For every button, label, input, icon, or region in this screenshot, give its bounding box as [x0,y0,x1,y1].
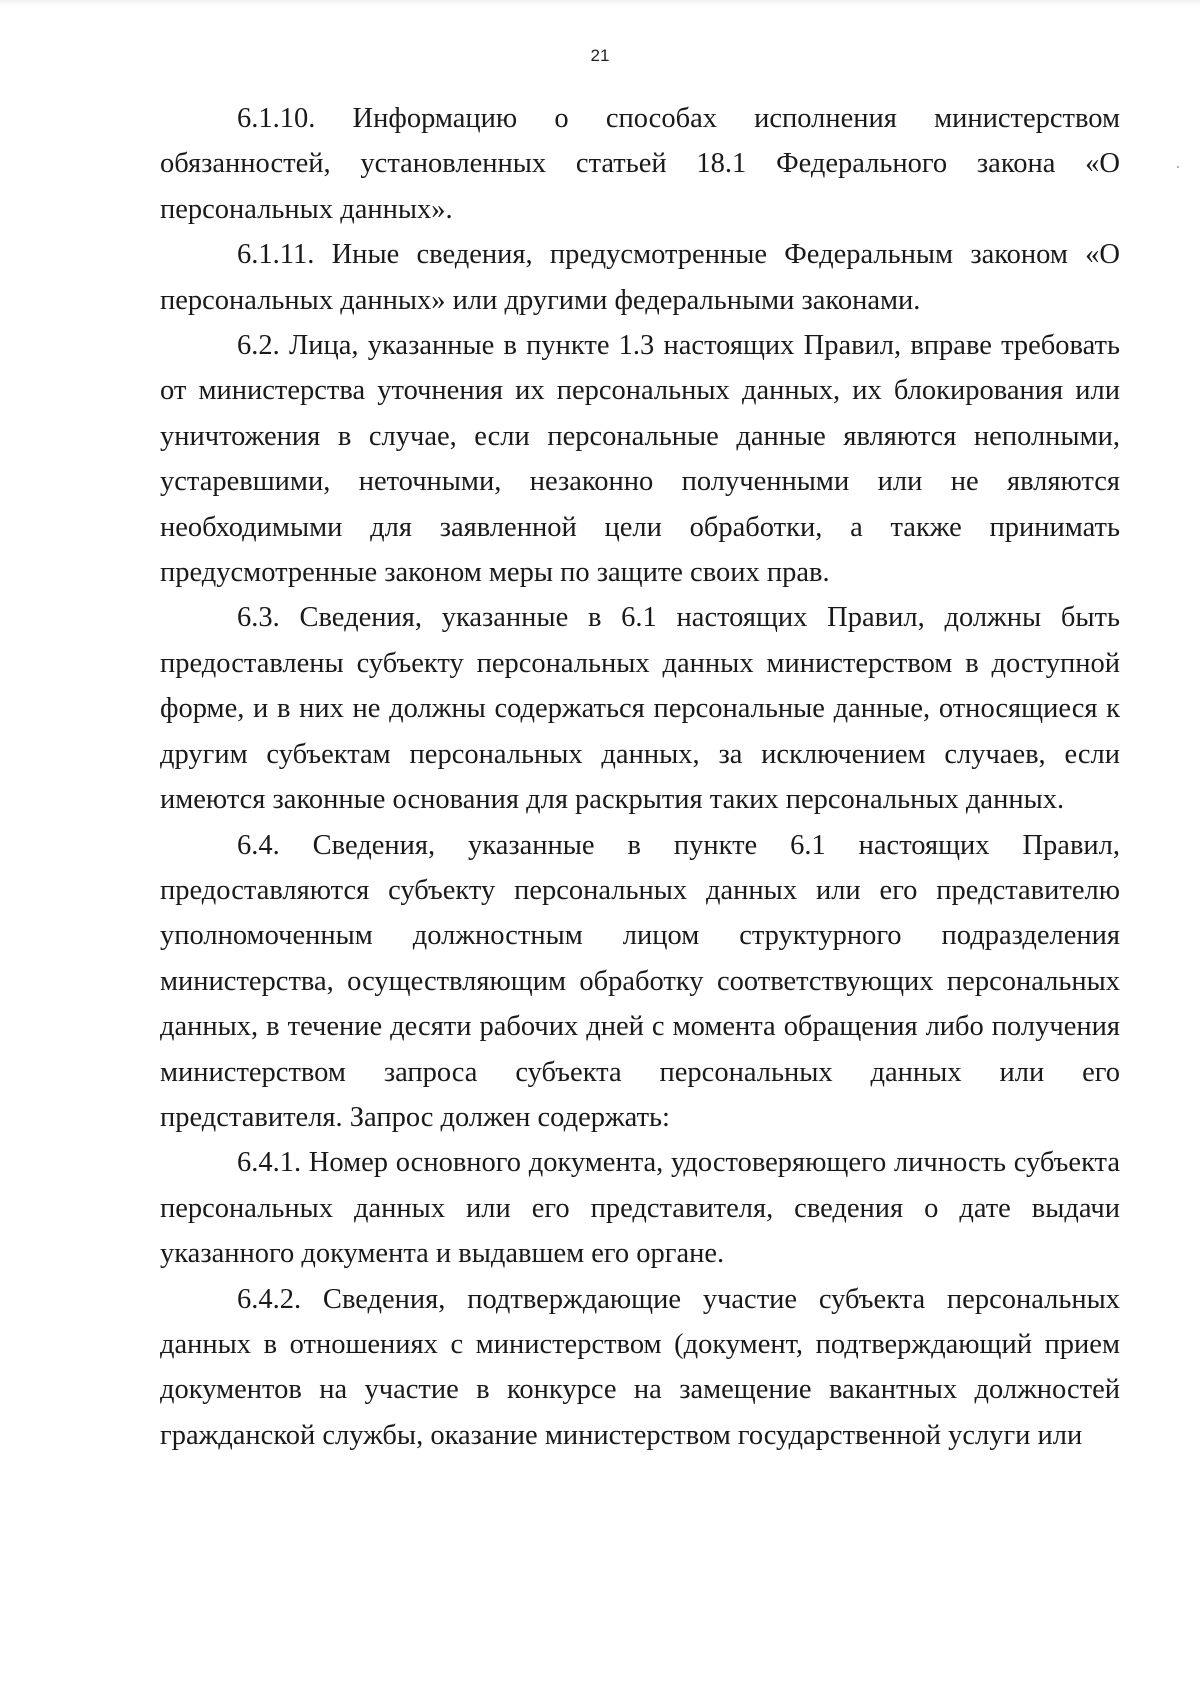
document-body [160,96,1120,1458]
paragraph-6-2: 6.2. Лица, указанные в пункте 1.3 настоящих Правил, вправе требовать от министерства уточнения их персональных данных, их блокирования или уничтожения в случае, если персональные данные являются неполными, устаревшими, неточными, незаконно полученными или не являются необходимыми для заявленной цели обработки, а также принимать предусмотренные законом меры по защите своих прав. [160,330,1120,589]
paragraph-6-4-2: 6.4.2. Сведения, подтверждающие участие субъекта персональных данных в отношениях с министерством (документ, подтверждающий прием документов на участие в конкурсе на замещение вакантных должностей гражданской службы, оказание министерством государственной услуги или [160,1283,1120,1451]
paragraph-6-3: 6.3. Сведения, указанные в 6.1 настоящих Правил, должны быть предоставлены субъекту персональных данных министерством в доступной форме, и в них не должны содержаться персональные данные, относящиеся к другим субъектам персональных данных, за исключением случаев, если имеются законные основания для раскрытия таких персональных данных. [160,602,1120,816]
paragraph-6-1-11: 6.1.11. Иные сведения, предусмотренные Федеральным законом «О персональных данных» или другими федеральными законами. [160,239,1120,316]
scan-speck [1177,166,1179,168]
paragraph-6-4-1: 6.4.1. Номер основного документа, удостоверяющего личность субъекта персональных данных или его представителя, сведения о дате выдачи указанного документа и выдавшем его органе. [160,1147,1120,1270]
paragraph-6-1-10: 6.1.10. Информацию о способах исполнения министерством обязанностей, установленных статьей 18.1 Федерального закона «О персональных данных». [160,103,1120,225]
page-number: 21 [590,46,610,65]
paragraph-6-4: 6.4. Сведения, указанные в пункте 6.1 настоящих Правил, предоставляются субъекту персональных данных или его представителю уполномоченным должностным лицом структурного подразделения министерства, осуществляющим обработку соответствующих персональных данных, в течение десяти рабочих дней с момента обращения либо получения министерством запроса субъекта персональных данных или его представителя. Запрос должен содержать: [160,829,1120,1133]
scan-top-edge [0,0,1200,6]
